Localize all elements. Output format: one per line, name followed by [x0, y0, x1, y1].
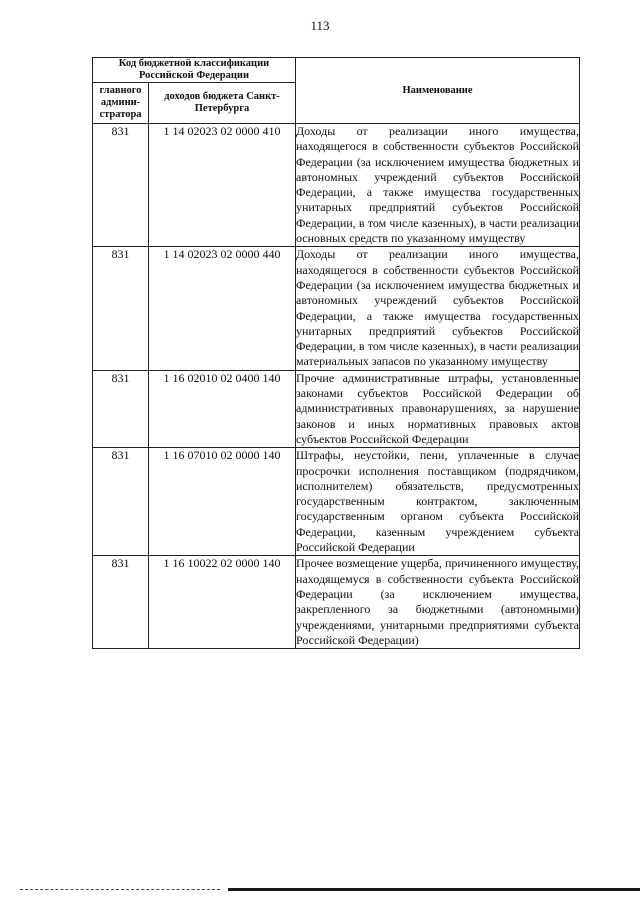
- table-row: [93, 556, 580, 649]
- income-name-cell: Штрафы, неустойки, пени, уплаченные в случае просрочки исполнения поставщиком (подрядчиком, исполнителем) обязательств, предусмотренных государственным контрактом, заключенным государственным органом субъекта Российской Федерации, казенным учреждением субъекта Российской Федерации: [296, 448, 579, 555]
- income-name-cell: Доходы от реализации иного имущества, находящегося в собственности субъектов Российской Федерации (за исключением имущества бюджетных и автономных учреждений субъектов Российской Федерации, а также имущества государственных унитарных предприятий субъектов Российской Федерации, в том числе казенных), в части реализации основных средств по указанному имуществу: [296, 124, 579, 246]
- header-budget-income: доходов бюджета Санкт-Петербурга: [149, 83, 296, 124]
- table-row: [93, 448, 580, 556]
- income-code-cell: 1 16 10022 02 0000 140: [149, 556, 296, 649]
- income-name-cell: Прочее возмещение ущерба, причиненного имуществу, находящемуся в собственности субъекта Российской Федерации (за исключением имущества, закрепленного за бюджетными (автономными) учреждениями, унитарными предприятиями субъекта Российской Федерации): [296, 556, 579, 647]
- table-row: [93, 247, 580, 370]
- page-number: 113: [310, 18, 330, 33]
- admin-code-cell: 831: [93, 556, 149, 649]
- header-classification-code: Код бюджетной классификации Российской Федерации: [93, 58, 296, 83]
- scan-edge-dashes: [20, 889, 220, 890]
- admin-code-cell: 831: [93, 370, 149, 447]
- scan-edge-bar: [228, 888, 640, 891]
- income-code-cell: 1 14 02023 02 0000 410: [149, 124, 296, 247]
- table-row: [93, 124, 580, 247]
- header-name: Наименование: [296, 58, 580, 124]
- income-code-cell: 1 14 02023 02 0000 440: [149, 247, 296, 370]
- income-name-cell: Доходы от реализации иного имущества, находящегося в собственности субъектов Российской Федерации (за исключением имущества бюджетных и автономных учреждений субъектов Российской Федерации, а также имущества государственных унитарных предприятий субъектов Российской Федерации, в том числе казенных), в части реализации материальных запасов по указанному имуществу: [296, 247, 579, 369]
- table-header-row: [93, 58, 580, 83]
- income-name-cell: Прочие административные штрафы, установленные законами субъектов Российской Федерации об административных правонарушениях, за нарушение законов и иных нормативных правовых актов субъектов Российской Федерации: [296, 370, 579, 446]
- table-row: [93, 370, 580, 447]
- admin-code-cell: 831: [93, 124, 149, 247]
- admin-code-cell: 831: [93, 448, 149, 556]
- income-code-cell: 1 16 02010 02 0400 140: [149, 370, 296, 447]
- budget-classification-table: [92, 57, 580, 649]
- admin-code-cell: 831: [93, 247, 149, 370]
- income-code-cell: 1 16 07010 02 0000 140: [149, 448, 296, 556]
- header-chief-administrator: главного админи-стратора: [93, 83, 149, 124]
